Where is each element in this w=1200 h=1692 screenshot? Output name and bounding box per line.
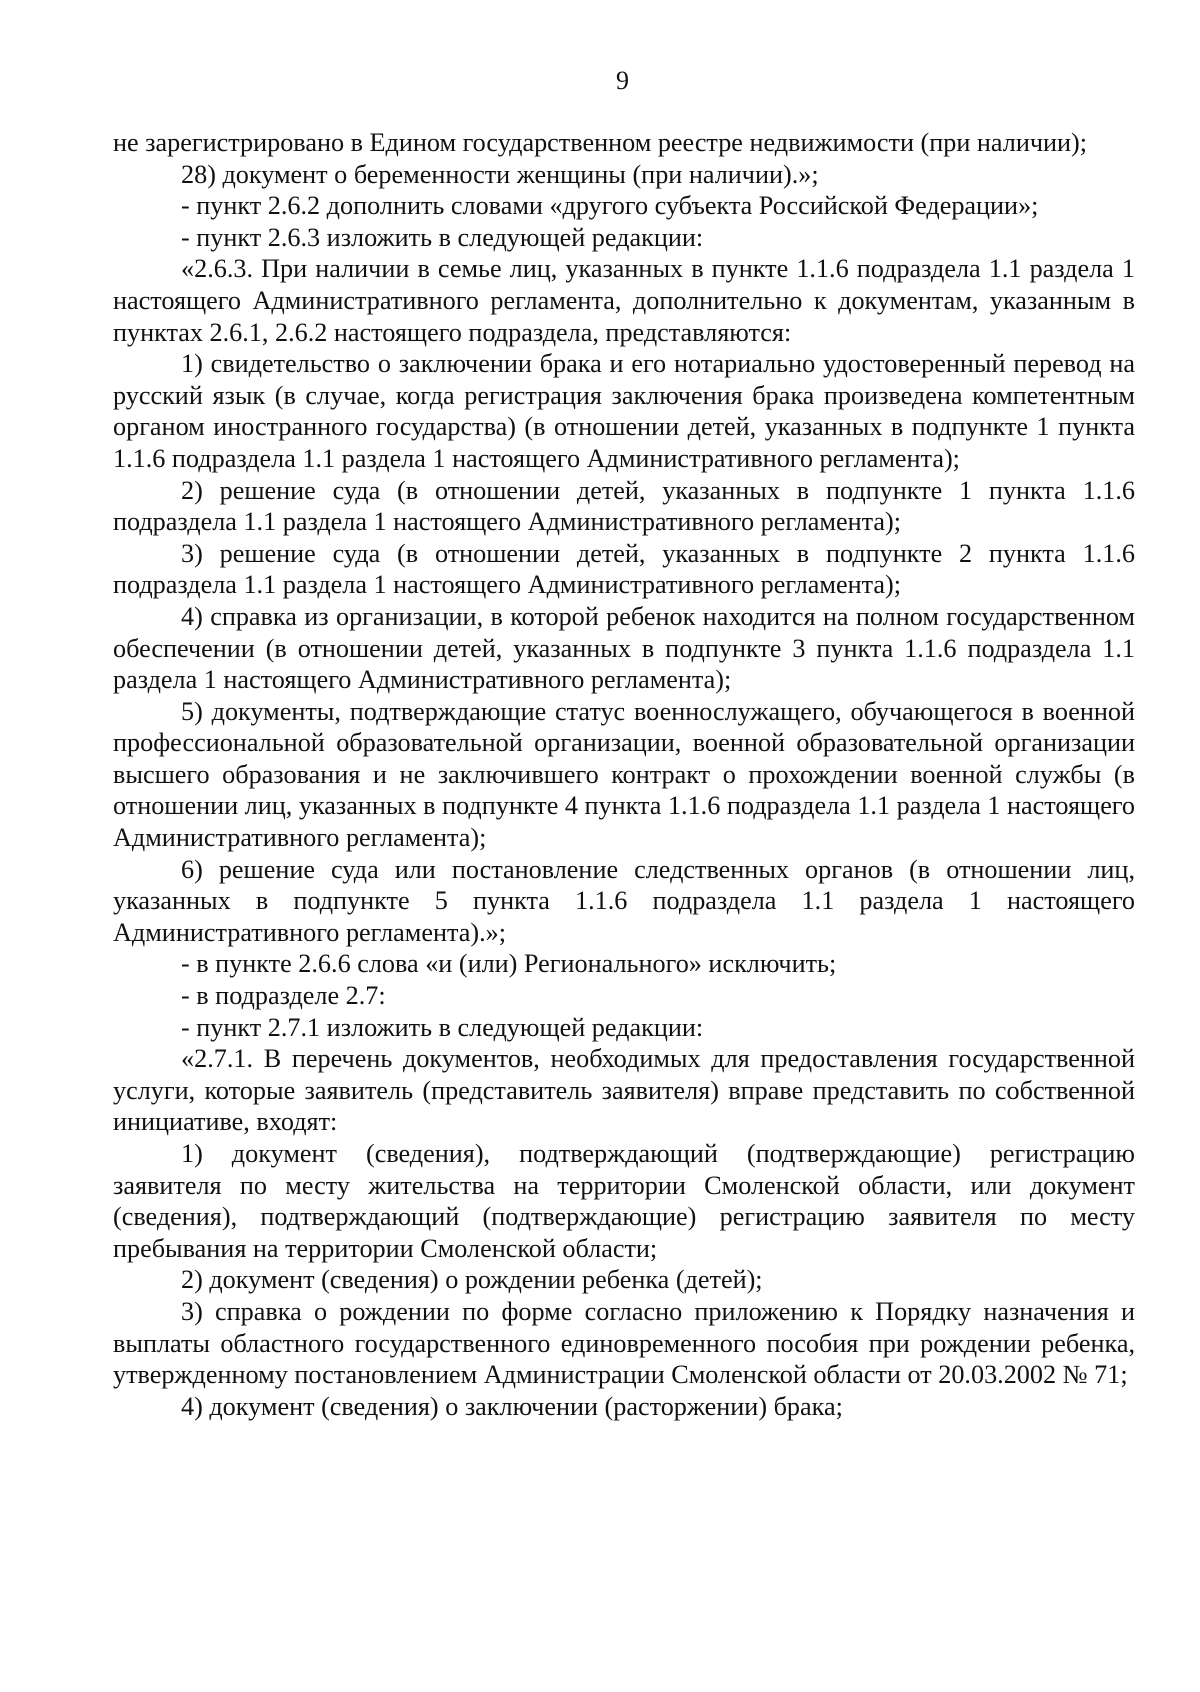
paragraph-2-6-3-item-1: 1) свидетельство о заключении брака и его нотариально удостоверенный перевод на русский язык (в случае, когда регистрация заключения брака произведена компетентным органом иностранного государства) (в отношении детей, указанных в подпункте 1 пункта 1.1.6 подраздела 1.1 раздела 1 настоящего Административного регламента); (113, 349, 1135, 473)
paragraph-item-28: 28) документ о беременности женщины (при наличии).»; (181, 159, 819, 189)
paragraph-subsection-2-7: - в подразделе 2.7: (181, 981, 386, 1011)
paragraph-2-6-3-item-6: 6) решение суда или постановление следственных органов (в отношении лиц, указанных в подпункте 5 пункта 1.1.6 подраздела 1.1 раздела 1 настоящего Административного регламента).»; (113, 854, 1135, 947)
paragraph-amend-2-6-2: - пункт 2.6.2 дополнить словами «другого субъекта Российской Федерации»; (181, 191, 1039, 221)
page-number: 9 (616, 66, 629, 95)
paragraph-2-7-1-item-2: 2) документ (сведения) о рождении ребенка (детей); (181, 1265, 763, 1295)
paragraph-amend-2-6-6: - в пункте 2.6.6 слова «и (или) Регионального» исключить; (181, 949, 837, 979)
paragraph-continuation: не зарегистрировано в Едином государственном реестре недвижимости (при наличии); (113, 128, 1088, 157)
paragraph-2-6-3-item-3: 3) решение суда (в отношении детей, указанных в подпункте 2 пункта 1.1.6 подраздела 1.1 раздела 1 настоящего Административного регламента); (113, 538, 1135, 600)
paragraph-amend-2-7-1: - пункт 2.7.1 изложить в следующей редакции: (181, 1012, 704, 1042)
paragraph-2-7-1-item-1: 1) документ (сведения), подтверждающий (подтверждающие) регистрацию заявителя по месту жительства на территории Смоленской области, или документ (сведения), подтверждающий (подтверждающие) регистрацию заявителя по месту пребывания на территории Смоленской области; (113, 1139, 1135, 1263)
paragraph-2-7-1-item-3: 3) справка о рождении по форме согласно приложению к Порядку назначения и выплаты областного государственного единовременного пособия при рождении ребенка, утвержденному постановлением Администрации Смоленской области от 20.03.2002 № 71; (113, 1296, 1135, 1390)
paragraph-amend-2-6-3: - пункт 2.6.3 изложить в следующей редакции: (181, 222, 704, 252)
paragraph-2-7-1: «2.7.1. В перечень документов, необходимых для предоставления государственной услуги, которые заявитель (представитель заявителя) вправе представить по собственной инициативе, входят: (113, 1044, 1135, 1137)
paragraph-2-6-3-item-4: 4) справка из организации, в которой ребенок находится на полном государственном обеспечении (в отношении детей, указанных в подпункте 3 пункта 1.1.6 подраздела 1.1 раздела 1 настоящего Административного регламента); (113, 601, 1135, 695)
paragraph-2-7-1-item-4: 4) документ (сведения) о заключении (расторжении) брака; (181, 1391, 843, 1421)
paragraph-2-6-3: «2.6.3. При наличии в семье лиц, указанных в пункте 1.1.6 подраздела 1.1 раздела 1 настоящего Административного регламента, дополнительно к документам, указанным в пунктах 2.6.1, 2.6.2 настоящего подраздела, представляются: (113, 254, 1135, 347)
paragraph-2-6-3-item-5: 5) документы, подтверждающие статус военнослужащего, обучающегося в военной профессиональной образовательной организации, военной образовательной организации высшего образования и не заключившего контракт о прохождении военной службы (в отношении лиц, указанных в подпункте 4 пункта 1.1.6 подраздела 1.1 раздела 1 настоящего Административного регламента); (113, 696, 1135, 853)
document-body (113, 127, 1135, 1422)
paragraph-2-6-3-item-2: 2) решение суда (в отношении детей, указанных в подпункте 1 пункта 1.1.6 подраздела 1.1 раздела 1 настоящего Административного регламента); (113, 475, 1135, 537)
